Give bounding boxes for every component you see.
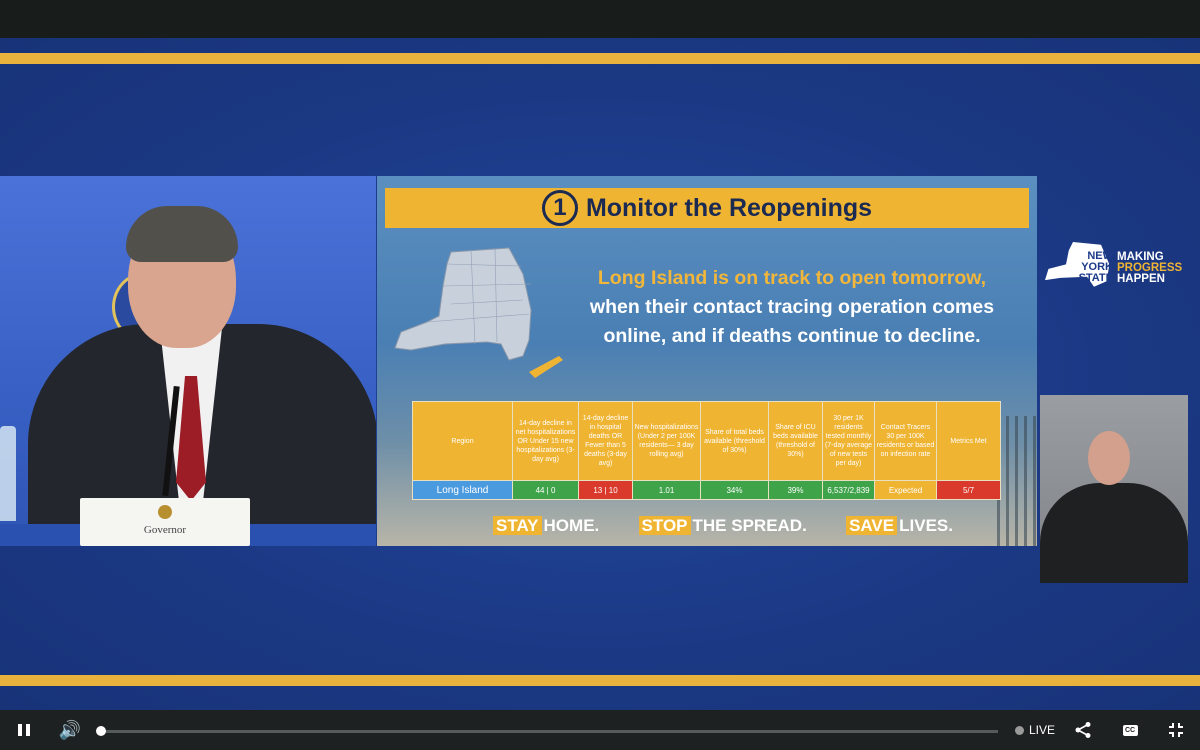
nameplate-text: Governor	[143, 524, 187, 536]
volume-button[interactable]	[58, 710, 82, 750]
player-controls	[0, 710, 1200, 750]
closed-captions-button[interactable]	[1120, 710, 1140, 750]
tagline	[846, 516, 953, 536]
logo-line: NEW	[1087, 250, 1113, 262]
metrics-met-cell: 5/7	[937, 481, 1001, 500]
table-header: 14-day decline in hospital deaths OR Fewer than 5 deaths (3-day avg)	[579, 402, 633, 481]
region-cell: Long Island	[413, 481, 513, 500]
top-bar	[0, 0, 1200, 38]
tagline-highlight: STAY	[493, 516, 542, 535]
table-header: Contact Tracers 30 per 100K residents or based on infection rate	[875, 402, 937, 481]
nys-logo	[1045, 236, 1185, 306]
live-button[interactable]	[1012, 710, 1058, 750]
interpreter-body	[1040, 483, 1188, 583]
sign-language-interpreter-video	[1040, 395, 1188, 583]
slide-title: Monitor the Reopenings	[585, 193, 873, 222]
metric-cell: Expected	[875, 481, 937, 500]
nameplate-seal-icon	[158, 505, 172, 519]
speaker-video-panel	[0, 176, 376, 546]
presentation-slide	[377, 176, 1037, 546]
table-header: Metrics Met	[937, 402, 1001, 481]
metric-cell: 13 | 10	[579, 481, 633, 500]
message-highlight: Long Island is on track to open tomorrow,	[597, 267, 987, 289]
pause-icon	[18, 724, 22, 736]
table-header: 14-day decline in net hospitalizations OR Under 15 new hospitalizations (3-day avg)	[513, 402, 579, 481]
metric-cell: 44 | 0	[513, 481, 579, 500]
progress-handle[interactable]	[96, 726, 106, 736]
live-dot-icon	[1015, 726, 1024, 735]
nameplate	[80, 498, 250, 546]
table-header: Region	[413, 402, 513, 481]
message-rest: when their contact tracing operation comes online, and if deaths continue to decline.	[589, 296, 995, 347]
slide-title-banner	[385, 188, 1029, 228]
tagline	[639, 516, 807, 536]
metric-cell: 1.01	[633, 481, 701, 500]
logo-tag: PROGRESS	[1117, 262, 1183, 274]
exit-fullscreen-icon	[1168, 722, 1184, 738]
logo-state-name	[1077, 251, 1113, 284]
closed-captions-icon: CC	[1123, 725, 1138, 736]
bottom-gold-stripe	[0, 675, 1200, 686]
table-header: 30 per 1K residents tested monthly (7-day average of new tests per day)	[823, 402, 875, 481]
metrics-header-row	[413, 402, 1001, 481]
pause-button[interactable]	[12, 710, 36, 750]
tagline-rest: HOME.	[543, 516, 600, 535]
slide-number: 1	[542, 190, 578, 226]
table-header: Share of ICU beds available (threshold of 30%)	[769, 402, 823, 481]
video-stage[interactable]	[0, 38, 1200, 710]
speaker-hair	[126, 206, 238, 262]
volume-icon: 🔊	[58, 719, 82, 740]
logo-tagline	[1117, 252, 1182, 285]
pause-icon	[26, 724, 30, 736]
interpreter-head	[1088, 431, 1130, 485]
slide-taglines	[493, 516, 953, 536]
tagline	[493, 516, 599, 536]
table-row	[413, 481, 1001, 500]
exit-fullscreen-button[interactable]	[1164, 710, 1188, 750]
logo-tag: MAKING	[1117, 251, 1164, 263]
metric-cell: 34%	[701, 481, 769, 500]
logo-line: STATE	[1078, 272, 1113, 284]
water-bottle	[0, 426, 16, 521]
beach-fence	[997, 416, 1037, 546]
metric-cell: 6,537/2,839	[823, 481, 875, 500]
slide-message	[557, 264, 1027, 351]
share-button[interactable]	[1072, 710, 1094, 750]
table-header: Share of total beds available (threshold of 30%)	[701, 402, 769, 481]
share-icon	[1074, 721, 1092, 739]
top-gold-stripe	[0, 53, 1200, 64]
live-label: LIVE	[1028, 723, 1055, 737]
new-york-state-map	[391, 244, 563, 389]
table-header: New hospitalizations (Under 2 per 100K residents— 3 day rolling avg)	[633, 402, 701, 481]
tagline-highlight: STOP	[639, 516, 691, 535]
progress-bar[interactable]	[100, 730, 998, 733]
metrics-table	[412, 401, 1001, 500]
tagline-rest: THE SPREAD.	[692, 516, 807, 535]
logo-line: YORK	[1081, 261, 1113, 273]
tagline-highlight: SAVE	[846, 516, 897, 535]
metric-cell: 39%	[769, 481, 823, 500]
logo-tag: HAPPEN	[1117, 273, 1165, 285]
tagline-rest: LIVES.	[899, 516, 953, 535]
